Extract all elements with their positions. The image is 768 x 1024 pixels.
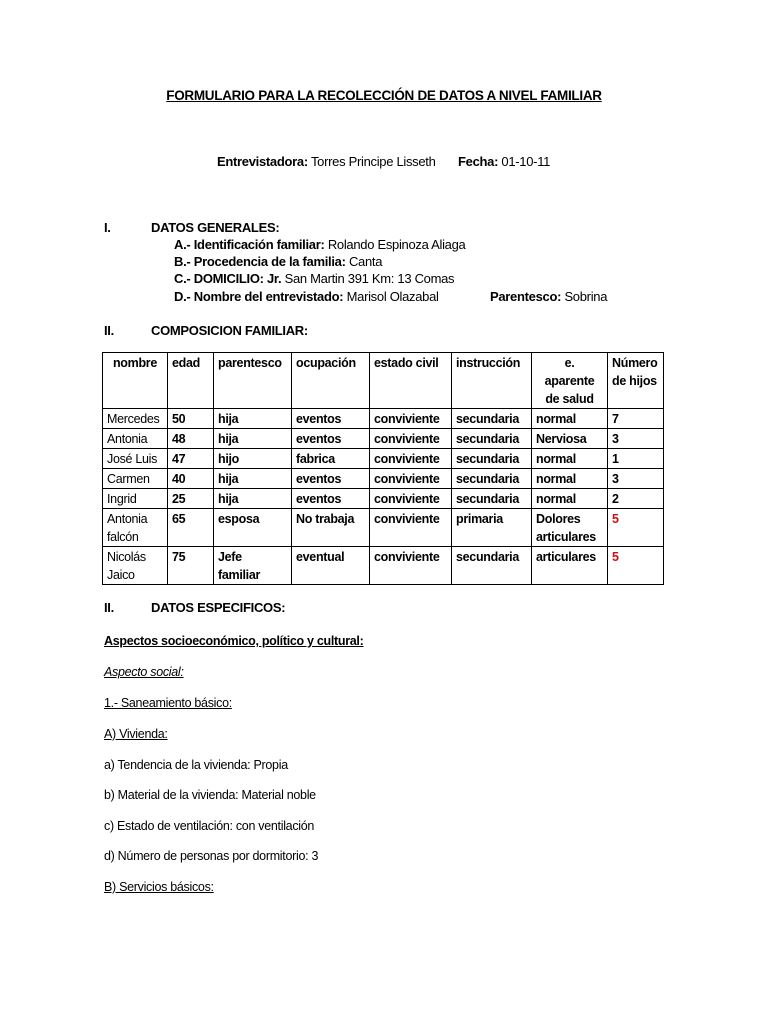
- field-entrevistado: [174, 289, 439, 304]
- vivienda-item-d: d) Número de personas por dormitorio: 3: [104, 849, 319, 863]
- cell-parentesco-line2: familiar: [218, 568, 261, 582]
- section2-heading: COMPOSICION FAMILIAR:: [151, 323, 308, 338]
- cell-estado-civil: conviviente: [370, 409, 452, 429]
- cell-parentesco: esposa: [214, 509, 292, 547]
- field-identificacion-label: A.- Identificación familiar:: [174, 237, 325, 252]
- cell-ocupacion: eventos: [292, 489, 370, 509]
- cell-nombre: José Luis: [103, 449, 168, 469]
- section1-numeral: I.: [104, 220, 111, 235]
- cell-salud: normal: [532, 409, 608, 429]
- cell-instruccion: primaria: [452, 509, 532, 547]
- section3-heading: DATOS ESPECIFICOS:: [151, 600, 286, 615]
- cell-hijos: 2: [608, 489, 664, 509]
- cell-salud: normal: [532, 489, 608, 509]
- vivienda-item-c: c) Estado de ventilación: con ventilación: [104, 819, 315, 833]
- cell-ocupacion: fabrica: [292, 449, 370, 469]
- cell-estado-civil: conviviente: [370, 429, 452, 449]
- table-row: [103, 469, 664, 489]
- col-header-parentesco: parentesco: [214, 353, 292, 409]
- cell-edad: 25: [168, 489, 214, 509]
- cell-parentesco: hija: [214, 429, 292, 449]
- cell-hijos: 1: [608, 449, 664, 469]
- cell-salud-line2: articulares: [536, 530, 596, 544]
- interviewer-value: Torres Principe Lisseth: [310, 154, 436, 169]
- date-line: [458, 154, 550, 169]
- table-row: [103, 489, 664, 509]
- field-domicilio: [174, 271, 454, 286]
- cell-edad: 40: [168, 469, 214, 489]
- cell-instruccion: secundaria: [452, 489, 532, 509]
- field-entrevistado-label: D.- Nombre del entrevistado:: [174, 289, 344, 304]
- field-domicilio-value: San Martin 391 Km: 13 Comas: [284, 271, 455, 286]
- table-row: [103, 429, 664, 449]
- cell-estado-civil: conviviente: [370, 469, 452, 489]
- cell-hijos: 7: [608, 409, 664, 429]
- cell-nombre-line1: Antonia: [107, 512, 148, 526]
- field-parentesco-label: Parentesco:: [490, 289, 562, 304]
- cell-nombre-line2: falcón: [107, 530, 139, 544]
- cell-nombre: Mercedes: [103, 409, 168, 429]
- cell-parentesco: hija: [214, 469, 292, 489]
- col-header-hijos: [608, 353, 664, 409]
- cell-ocupacion: eventos: [292, 409, 370, 429]
- col-header-salud-line2: aparente: [544, 374, 595, 388]
- cell-nombre: [103, 547, 168, 585]
- field-parentesco: [490, 289, 607, 304]
- section2-numeral: II.: [104, 323, 114, 338]
- cell-estado-civil: conviviente: [370, 547, 452, 585]
- cell-hijos: 3: [608, 469, 664, 489]
- field-procedencia-value: Canta: [348, 254, 383, 269]
- col-header-ocupacion: ocupación: [292, 353, 370, 409]
- field-procedencia: [174, 254, 382, 269]
- cell-ocupacion: No trabaja: [292, 509, 370, 547]
- cell-instruccion: secundaria: [452, 449, 532, 469]
- field-procedencia-label: B.- Procedencia de la familia:: [174, 254, 346, 269]
- cell-parentesco-line1: Jefe: [218, 550, 242, 564]
- vivienda-item-b: b) Material de la vivienda: Material noble: [104, 788, 316, 802]
- document-title: FORMULARIO PARA LA RECOLECCIÓN DE DATOS A NIVEL FAMILIAR: [166, 88, 602, 103]
- servicios-heading: B) Servicios básicos:: [104, 880, 214, 894]
- table-row: [103, 409, 664, 429]
- col-header-salud-line3: de salud: [545, 392, 594, 406]
- cell-hijos: 3: [608, 429, 664, 449]
- interviewer-label: Entrevistadora:: [217, 154, 308, 169]
- cell-salud: normal: [532, 449, 608, 469]
- field-identificacion-value: Rolando Espinoza Aliaga: [327, 237, 466, 252]
- cell-nombre: [103, 509, 168, 547]
- interviewer-line: [217, 154, 436, 169]
- cell-hijos: 5: [608, 547, 664, 585]
- cell-edad: 48: [168, 429, 214, 449]
- cell-salud: Nerviosa: [532, 429, 608, 449]
- cell-nombre: Antonia: [103, 429, 168, 449]
- cell-ocupacion: eventual: [292, 547, 370, 585]
- cell-estado-civil: conviviente: [370, 449, 452, 469]
- col-header-estado-civil: estado civil: [370, 353, 452, 409]
- cell-nombre-line1: Nicolás: [107, 550, 146, 564]
- section1-heading: DATOS GENERALES:: [151, 220, 280, 235]
- cell-estado-civil: conviviente: [370, 489, 452, 509]
- col-header-salud: [532, 353, 608, 409]
- cell-parentesco: hija: [214, 409, 292, 429]
- cell-instruccion: secundaria: [452, 547, 532, 585]
- cell-edad: 65: [168, 509, 214, 547]
- col-header-edad: edad: [168, 353, 214, 409]
- field-identificacion: [174, 237, 465, 252]
- cell-parentesco: hija: [214, 489, 292, 509]
- cell-edad: 50: [168, 409, 214, 429]
- cell-parentesco: hijo: [214, 449, 292, 469]
- cell-estado-civil: conviviente: [370, 509, 452, 547]
- cell-parentesco: [214, 547, 292, 585]
- col-header-hijos-line2: de hijos: [612, 374, 657, 388]
- cell-nombre: Ingrid: [103, 489, 168, 509]
- vivienda-heading: A) Vivienda:: [104, 727, 168, 741]
- cell-instruccion: secundaria: [452, 469, 532, 489]
- date-value: 01-10-11: [501, 154, 551, 169]
- col-header-nombre: nombre: [103, 353, 168, 409]
- cell-nombre: Carmen: [103, 469, 168, 489]
- cell-ocupacion: eventos: [292, 469, 370, 489]
- cell-edad: 47: [168, 449, 214, 469]
- family-composition-table: [102, 352, 664, 585]
- cell-edad: 75: [168, 547, 214, 585]
- cell-salud-line1: Dolores: [536, 512, 581, 526]
- vivienda-item-a: a) Tendencia de la vivienda: Propia: [104, 758, 288, 772]
- cell-instruccion: secundaria: [452, 429, 532, 449]
- field-domicilio-label: C.- DOMICILIO: Jr.: [174, 271, 282, 286]
- field-parentesco-value: Sobrina: [564, 289, 608, 304]
- field-entrevistado-value: Marisol Olazabal: [346, 289, 439, 304]
- cell-salud: [532, 509, 608, 547]
- cell-nombre-line2: Jaico: [107, 568, 135, 582]
- col-header-salud-line1: e.: [564, 356, 575, 370]
- cell-hijos: 5: [608, 509, 664, 547]
- table-row: [103, 509, 664, 547]
- cell-salud: normal: [532, 469, 608, 489]
- table-header-row: [103, 353, 664, 409]
- col-header-instruccion: instrucción: [452, 353, 532, 409]
- cell-instruccion: secundaria: [452, 409, 532, 429]
- table-row: [103, 547, 664, 585]
- social-aspect-heading: Aspecto social:: [104, 665, 184, 679]
- cell-salud: articulares: [532, 547, 608, 585]
- aspects-heading: Aspectos socioeconómico, político y cultural:: [104, 634, 364, 648]
- cell-ocupacion: eventos: [292, 429, 370, 449]
- saneamiento-heading: 1.- Saneamiento básico:: [104, 696, 232, 710]
- table-row: [103, 449, 664, 469]
- date-label: Fecha:: [458, 154, 499, 169]
- section3-numeral: II.: [104, 600, 114, 615]
- col-header-hijos-line1: Número: [612, 356, 658, 370]
